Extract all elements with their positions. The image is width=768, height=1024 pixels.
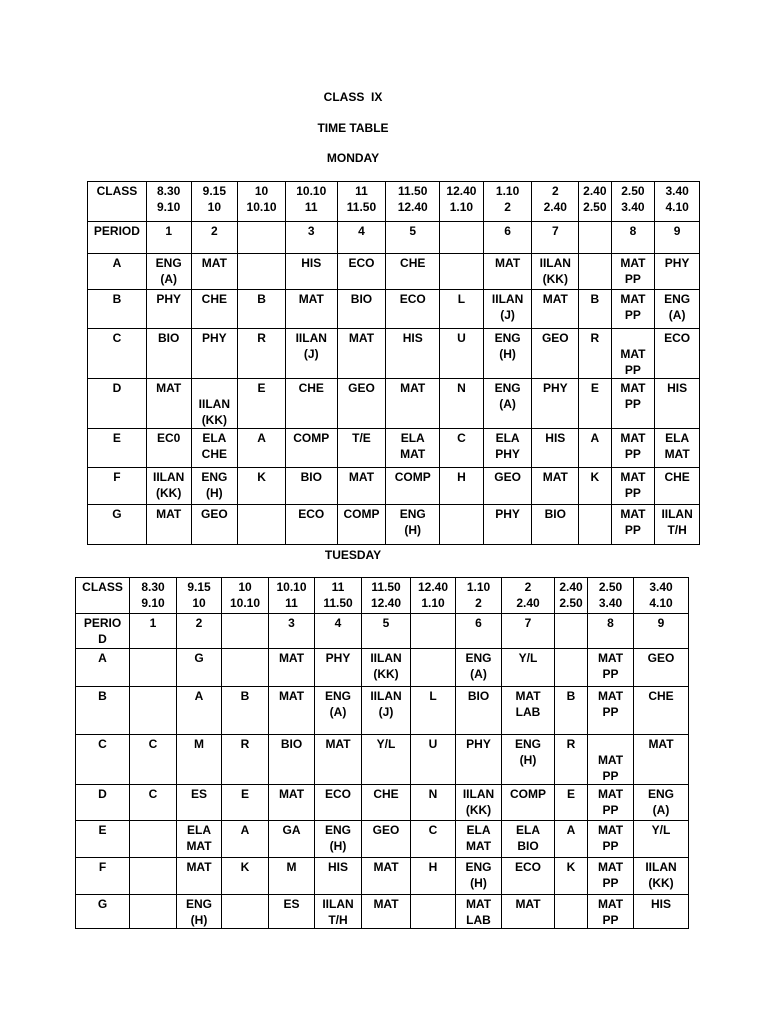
timetable-cell: 1 [130, 614, 177, 649]
timetable-cell [440, 222, 484, 254]
timetable-cell: ELA MAT [386, 429, 440, 468]
timetable-cell: MAT [285, 290, 337, 329]
timetable-cell: U [411, 735, 456, 785]
timetable-cell: MAT [532, 468, 579, 505]
timetable-cell: BIO [337, 290, 386, 329]
tuesday-heading: TUESDAY [324, 548, 382, 562]
timetable-cell: B [238, 290, 286, 329]
timetable-cell: CHE [191, 290, 238, 329]
timetable-cell: MAT [146, 379, 191, 429]
timetable-cell: PHY [191, 329, 238, 379]
timetable-cell [238, 254, 286, 290]
timetable-cell: 2.40 2.50 [555, 578, 588, 614]
class-title: CLASS IX [323, 90, 383, 104]
class-row [76, 785, 689, 821]
timetable-cell: 3 [269, 614, 315, 649]
timetable-cell: ENG (H) [502, 735, 555, 785]
timetable-cell: 7 [502, 614, 555, 649]
timetable-cell: 9 [634, 614, 689, 649]
timetable-cell: B [222, 687, 269, 735]
timetable-cell: ENG (H) [315, 821, 362, 858]
timetable-cell: ECO [315, 785, 362, 821]
timetable-cell: MAT PP [611, 329, 655, 379]
timetable-cell: IILAN (KK) [362, 649, 411, 687]
timetable-cell: CHE [362, 785, 411, 821]
timetable-cell [579, 222, 611, 254]
class-row [88, 429, 700, 468]
timetable-cell: IILAN (KK) [634, 858, 689, 895]
timetable-cell: E [222, 785, 269, 821]
timetable-cell: K [579, 468, 611, 505]
timetable-cell: E [555, 785, 588, 821]
row-label-cell: E [76, 821, 130, 858]
timetable-cell: CHE [655, 468, 700, 505]
row-label-cell: A [88, 254, 147, 290]
row-label-cell: D [88, 379, 147, 429]
timetable-cell: 10.10 11 [269, 578, 315, 614]
timetable-cell: MAT PP [611, 505, 655, 545]
timetable-cell: 2 [191, 222, 238, 254]
timetable-cell: MAT [337, 329, 386, 379]
timetable-cell: PHY [146, 290, 191, 329]
timetable-cell: C [440, 429, 484, 468]
timetable-cell [238, 505, 286, 545]
class-row [88, 468, 700, 505]
timetable-cell: 6 [483, 222, 532, 254]
timetable-cell: PHY [483, 505, 532, 545]
timetable-cell: ENG (A) [146, 254, 191, 290]
timetable-cell: GEO [191, 505, 238, 545]
timetable-cell [130, 858, 177, 895]
timetable-cell: IILAN (KK) [146, 468, 191, 505]
class-row [76, 821, 689, 858]
row-label-cell: B [88, 290, 147, 329]
timetable-cell [579, 254, 611, 290]
timetable-cell: GEO [532, 329, 579, 379]
timetable-cell: ENG (H) [483, 329, 532, 379]
timetable-cell: 8.30 9.10 [130, 578, 177, 614]
timetable-cell: EC0 [146, 429, 191, 468]
timetable-cell: BIO [269, 735, 315, 785]
timetable-cell: 2 2.40 [502, 578, 555, 614]
class-row [88, 254, 700, 290]
row-label-cell: C [76, 735, 130, 785]
row-label-cell: F [88, 468, 147, 505]
timetable-cell: 1.10 2 [456, 578, 502, 614]
timetable-cell: K [555, 858, 588, 895]
timetable-cell: B [579, 290, 611, 329]
timetable-cell: ELA MAT [456, 821, 502, 858]
timetable-cell: Y/L [634, 821, 689, 858]
timetable-cell [130, 821, 177, 858]
timetable-cell: MAT PP [588, 858, 634, 895]
timetable-cell: B [555, 687, 588, 735]
timetable-cell: K [222, 858, 269, 895]
timetable-cell: L [411, 687, 456, 735]
timetable-cell: ECO [337, 254, 386, 290]
timetable-cell [411, 895, 456, 929]
timetable-cell [222, 614, 269, 649]
timetable-cell: 10 10.10 [222, 578, 269, 614]
timetable-cell: MAT [269, 785, 315, 821]
timetable-cell: HIS [386, 329, 440, 379]
timetable-cell: IILAN (J) [362, 687, 411, 735]
timetable-cell: N [411, 785, 456, 821]
timetable-cell: 8.30 9.10 [146, 182, 191, 222]
timetable-cell: 9 [655, 222, 700, 254]
timetable-cell: MAT PP [611, 429, 655, 468]
timetable-cell: ELA PHY [483, 429, 532, 468]
timetable-cell: GEO [337, 379, 386, 429]
timetable-cell: MAT PP [588, 785, 634, 821]
row-label-cell: C [88, 329, 147, 379]
row-label-cell: B [76, 687, 130, 735]
timetable-cell: IILAN (J) [483, 290, 532, 329]
timetable-cell: GEO [483, 468, 532, 505]
timetable-cell: MAT [269, 687, 315, 735]
timetable-cell: Y/L [362, 735, 411, 785]
timetable-cell: MAT [502, 895, 555, 929]
timetable-cell: Y/L [502, 649, 555, 687]
timetable-cell: M [269, 858, 315, 895]
timetable-cell: R [579, 329, 611, 379]
class-row [88, 379, 700, 429]
timetable-cell: IILAN (KK) [532, 254, 579, 290]
row-label-cell: F [76, 858, 130, 895]
timetable-cell [555, 614, 588, 649]
timetable-cell: MAT PP [588, 821, 634, 858]
timetable-cell: MAT [146, 505, 191, 545]
timetable-cell: MAT PP [588, 735, 634, 785]
timetable-cell: 8 [611, 222, 655, 254]
timetable-cell: MAT [177, 858, 222, 895]
timetable-cell: 12.40 1.10 [411, 578, 456, 614]
timetable-cell: IILAN (KK) [456, 785, 502, 821]
timetable-cell: E [238, 379, 286, 429]
timetable-cell: 11.50 12.40 [362, 578, 411, 614]
timetable-cell: ENG (A) [456, 649, 502, 687]
timetable-cell: MAT PP [588, 895, 634, 929]
timetable-cell: ECO [386, 290, 440, 329]
timetable-cell: H [440, 468, 484, 505]
timetable-cell: COMP [502, 785, 555, 821]
timetable-cell: 1 [146, 222, 191, 254]
timetable-cell: CHE [386, 254, 440, 290]
timetable-cell: MAT LAB [502, 687, 555, 735]
timetable-cell [238, 222, 286, 254]
timetable-cell: 2.40 2.50 [579, 182, 611, 222]
timetable-cell: 3.40 4.10 [655, 182, 700, 222]
timetable-cell: 11 11.50 [315, 578, 362, 614]
timetable-cell: ELA MAT [655, 429, 700, 468]
timetable-cell: GEO [634, 649, 689, 687]
timetable-cell [222, 895, 269, 929]
timetable-cell: HIS [285, 254, 337, 290]
timetable-cell: IILAN (KK) [191, 379, 238, 429]
timetable-cell: 4 [315, 614, 362, 649]
timetable-cell: ENG (H) [456, 858, 502, 895]
timetable-cell: ENG (A) [655, 290, 700, 329]
row-label-cell: D [76, 785, 130, 821]
timetable-cell: MAT [337, 468, 386, 505]
timetable-cell: MAT [532, 290, 579, 329]
time-slot-header-row [76, 578, 689, 614]
timetable-cell [130, 687, 177, 735]
timetable-cell: MAT [634, 735, 689, 785]
timetable-cell: R [555, 735, 588, 785]
period-row [76, 614, 689, 649]
timetable-cell: IILAN T/H [655, 505, 700, 545]
timetable-cell: 12.40 1.10 [440, 182, 484, 222]
timetable-cell: HIS [532, 429, 579, 468]
timetable-cell [555, 649, 588, 687]
timetable-cell: K [238, 468, 286, 505]
timetable-cell: CHE [634, 687, 689, 735]
timetable-cell: 2 2.40 [532, 182, 579, 222]
timetable-cell: T/E [337, 429, 386, 468]
timetable-cell: N [440, 379, 484, 429]
timetable-cell: 6 [456, 614, 502, 649]
tuesday-timetable [75, 577, 689, 929]
timetable-cell: MAT [386, 379, 440, 429]
timetable-cell: MAT PP [611, 379, 655, 429]
timetable-cell [555, 895, 588, 929]
timetable-cell: HIS [655, 379, 700, 429]
timetable-cell: R [222, 735, 269, 785]
timetable-cell: COMP [386, 468, 440, 505]
timetable-cell: E [579, 379, 611, 429]
timetable-cell: G [177, 649, 222, 687]
class-row [88, 329, 700, 379]
timetable-cell [130, 649, 177, 687]
timetable-cell: PHY [655, 254, 700, 290]
timetable-cell: C [130, 735, 177, 785]
class-row [76, 649, 689, 687]
timetable-cell: 11.50 12.40 [386, 182, 440, 222]
timetable-cell: A [555, 821, 588, 858]
timetable-cell: COMP [285, 429, 337, 468]
timetable-cell: 10 10.10 [238, 182, 286, 222]
timetable-cell [440, 505, 484, 545]
timetable-cell: MAT [269, 649, 315, 687]
timetable-cell: 3.40 4.10 [634, 578, 689, 614]
timetable-cell: MAT PP [588, 687, 634, 735]
monday-timetable [87, 181, 700, 545]
timetable-cell: MAT PP [611, 468, 655, 505]
timetable-cell: 2 [177, 614, 222, 649]
timetable-cell: C [411, 821, 456, 858]
timetable-cell: ELA MAT [177, 821, 222, 858]
timetable-cell: 9.15 10 [177, 578, 222, 614]
row-label-cell: PERIOD [88, 222, 147, 254]
timetable-cell: ECO [502, 858, 555, 895]
timetable-cell: PHY [532, 379, 579, 429]
class-row [76, 687, 689, 735]
timetable-cell: 1.10 2 [483, 182, 532, 222]
timetable-cell: MAT PP [588, 649, 634, 687]
timetable-cell: PHY [456, 735, 502, 785]
timetable-cell: ELA BIO [502, 821, 555, 858]
timetable-cell: BIO [456, 687, 502, 735]
timetable-cell: A [177, 687, 222, 735]
timetable-cell: GEO [362, 821, 411, 858]
monday-heading: MONDAY [326, 151, 380, 165]
timetable-cell: ENG (A) [483, 379, 532, 429]
timetable-cell [440, 254, 484, 290]
timetable-cell [411, 649, 456, 687]
timetable-cell: A [238, 429, 286, 468]
timetable-cell: R [238, 329, 286, 379]
timetable-cell: ENG (H) [177, 895, 222, 929]
timetable-cell: BIO [285, 468, 337, 505]
timetable-cell: ES [177, 785, 222, 821]
timetable-cell: H [411, 858, 456, 895]
timetable-cell: CHE [285, 379, 337, 429]
timetable-cell: MAT [362, 895, 411, 929]
class-row [88, 505, 700, 545]
timetable-cell: 5 [386, 222, 440, 254]
timetable-cell: ECO [285, 505, 337, 545]
timetable-cell: ES [269, 895, 315, 929]
timetable-cell: ENG (A) [634, 785, 689, 821]
row-label-cell: CLASS [88, 182, 147, 222]
timetable-cell: COMP [337, 505, 386, 545]
timetable-cell: IILAN (J) [285, 329, 337, 379]
time-table-title: TIME TABLE [317, 121, 389, 135]
timetable-cell: 5 [362, 614, 411, 649]
timetable-cell: M [177, 735, 222, 785]
timetable-cell [579, 505, 611, 545]
timetable-cell: MAT [362, 858, 411, 895]
timetable-cell: ELA CHE [191, 429, 238, 468]
timetable-cell: 7 [532, 222, 579, 254]
timetable-cell: GA [269, 821, 315, 858]
timetable-cell: MAT LAB [456, 895, 502, 929]
timetable-cell: U [440, 329, 484, 379]
timetable-cell: HIS [315, 858, 362, 895]
timetable-cell: 3 [285, 222, 337, 254]
timetable-cell: MAT [483, 254, 532, 290]
timetable-cell: MAT PP [611, 290, 655, 329]
timetable-cell: HIS [634, 895, 689, 929]
time-slot-header-row [88, 182, 700, 222]
timetable-cell: IILAN T/H [315, 895, 362, 929]
timetable-cell: MAT [315, 735, 362, 785]
timetable-cell [130, 895, 177, 929]
timetable-cell: 10.10 11 [285, 182, 337, 222]
timetable-cell: BIO [532, 505, 579, 545]
timetable-cell: A [222, 821, 269, 858]
row-label-cell: PERIO D [76, 614, 130, 649]
class-row [76, 735, 689, 785]
timetable-cell: PHY [315, 649, 362, 687]
row-label-cell: G [88, 505, 147, 545]
timetable-cell [222, 649, 269, 687]
timetable-cell [411, 614, 456, 649]
timetable-cell: A [579, 429, 611, 468]
timetable-cell: 2.50 3.40 [588, 578, 634, 614]
timetable-cell: 8 [588, 614, 634, 649]
timetable-cell: ENG (H) [386, 505, 440, 545]
timetable-cell: 2.50 3.40 [611, 182, 655, 222]
class-row [88, 290, 700, 329]
row-label-cell: CLASS [76, 578, 130, 614]
timetable-cell: 11 11.50 [337, 182, 386, 222]
timetable-cell: 9.15 10 [191, 182, 238, 222]
row-label-cell: G [76, 895, 130, 929]
timetable-cell: MAT PP [611, 254, 655, 290]
timetable-cell: MAT [191, 254, 238, 290]
row-label-cell: E [88, 429, 147, 468]
timetable-cell: L [440, 290, 484, 329]
row-label-cell: A [76, 649, 130, 687]
timetable-cell: ENG (A) [315, 687, 362, 735]
timetable-cell: C [130, 785, 177, 821]
timetable-cell: 4 [337, 222, 386, 254]
timetable-cell: ECO [655, 329, 700, 379]
timetable-cell: ENG (H) [191, 468, 238, 505]
period-row [88, 222, 700, 254]
class-row [76, 858, 689, 895]
timetable-cell: BIO [146, 329, 191, 379]
class-row [76, 895, 689, 929]
